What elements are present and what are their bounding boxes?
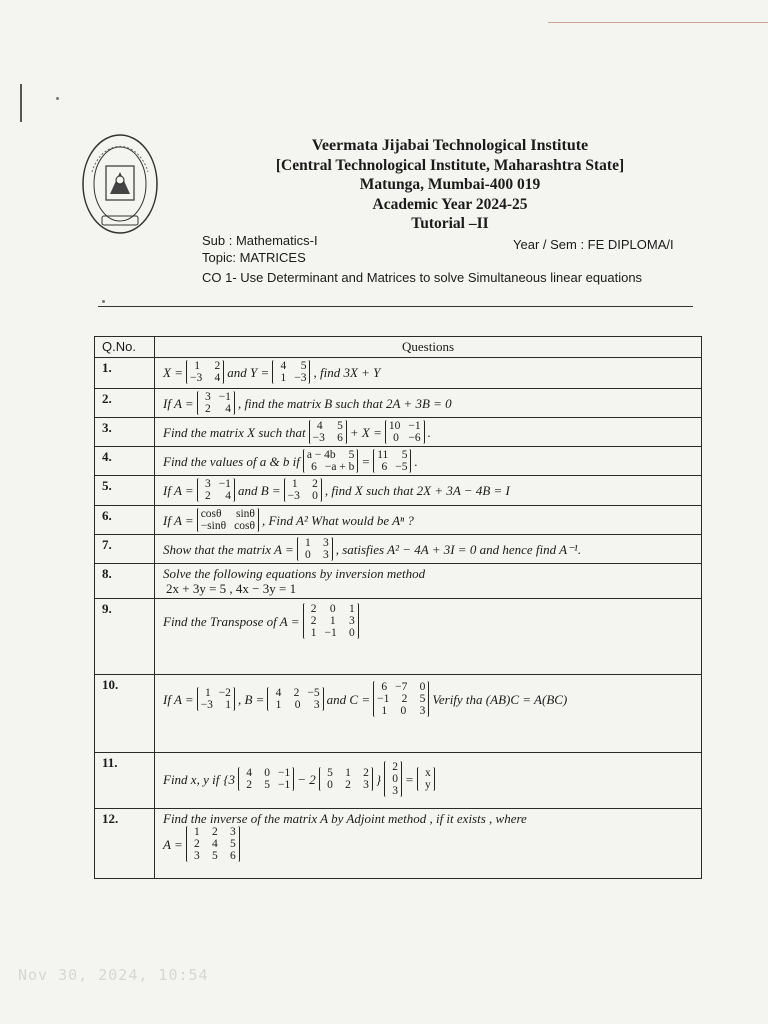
question-number: 8. xyxy=(95,564,155,599)
question-text: } xyxy=(375,771,382,787)
matrix-cell: 1 xyxy=(194,360,200,372)
matrix-right xyxy=(373,449,411,473)
matrix-cell: a − 4b xyxy=(306,449,336,461)
matrix-cell: −1 xyxy=(218,478,231,490)
matrix-cell: −3 xyxy=(189,372,203,384)
matrix-cell: 1 xyxy=(381,705,388,717)
question-text: {3 xyxy=(223,771,236,787)
matrix-row xyxy=(389,420,421,432)
matrix-cell: 6 xyxy=(381,461,388,473)
question-row xyxy=(95,358,702,389)
matrix-cell: 1 xyxy=(291,478,298,490)
questions-table xyxy=(94,336,702,879)
question-text: Find the Transpose of A = xyxy=(163,613,300,629)
matrix-cell: 1 xyxy=(193,826,200,838)
matrix-cell: 2 xyxy=(363,767,369,779)
matrix-cell: 3 xyxy=(204,391,211,403)
matrix-row xyxy=(377,693,425,705)
matrix-row xyxy=(190,838,236,850)
matrix-row xyxy=(323,779,369,791)
matrix-a xyxy=(197,478,235,502)
matrix-cell: 4 xyxy=(246,767,253,779)
matrix-row xyxy=(421,779,431,791)
matrix-cell: −2 xyxy=(218,687,231,699)
matrix-cell: 1 xyxy=(329,615,336,627)
matrix-row xyxy=(271,687,319,699)
matrix-cell: sinθ xyxy=(236,508,255,520)
matrix-cell: 5 xyxy=(229,838,236,850)
matrix-a xyxy=(303,603,359,639)
topic-label: Topic: MATRICES xyxy=(202,250,306,265)
matrix-cell: 4 xyxy=(214,372,221,384)
matrix-x xyxy=(186,360,224,384)
matrix-cell: −3 xyxy=(312,432,325,444)
matrix-cell: −5 xyxy=(395,461,408,473)
matrix-row xyxy=(307,449,355,461)
matrix-row xyxy=(242,779,290,791)
matrix-row xyxy=(313,420,343,432)
question-text: X = xyxy=(163,364,183,380)
matrix-cell: 4 xyxy=(225,403,231,415)
matrix-m2 xyxy=(319,767,373,791)
question-text: , Find A² What would be Aⁿ ? xyxy=(261,512,414,528)
question-text: If A = xyxy=(163,482,194,498)
matrix-row xyxy=(190,372,220,384)
matrix-row xyxy=(242,767,290,779)
col-header-qno: Q.No. xyxy=(95,337,155,358)
question-text: , B = xyxy=(237,691,265,707)
matrix-cell: 2 xyxy=(246,779,253,791)
matrix-cell: 2 xyxy=(211,826,218,838)
matrix-cell: 1 xyxy=(304,537,311,549)
matrix-a xyxy=(197,687,235,711)
question-number: 9. xyxy=(95,599,155,675)
matrix-cell: 0 xyxy=(349,627,355,639)
question-row xyxy=(95,753,702,809)
matrix-row xyxy=(190,850,236,862)
matrix-cell: 0 xyxy=(393,432,399,444)
matrix-cell: 2 xyxy=(345,779,351,791)
document-header xyxy=(230,136,670,234)
matrix-row xyxy=(307,615,355,627)
matrix-row xyxy=(388,761,398,773)
question-number: 6. xyxy=(95,506,155,535)
matrix-a xyxy=(297,537,333,561)
course-outcome: CO 1- Use Determinant and Matrices to solve Simultaneous linear equations xyxy=(202,270,643,285)
matrix-row xyxy=(421,767,431,779)
matrix-cell: −1 xyxy=(377,693,390,705)
matrix-row xyxy=(388,773,398,785)
question-number: 7. xyxy=(95,535,155,564)
matrix-b xyxy=(267,687,323,711)
matrix-left xyxy=(303,449,359,473)
question-text: + X = xyxy=(349,424,382,440)
question-number: 12. xyxy=(95,809,155,879)
matrix-cell: 5 xyxy=(264,779,271,791)
matrix-cell: 2 xyxy=(312,478,318,490)
question-row xyxy=(95,418,702,447)
question-text: A = xyxy=(163,836,183,852)
matrix-cell: −1 xyxy=(324,627,337,639)
question-number: 5. xyxy=(95,476,155,506)
matrix-row xyxy=(307,603,355,615)
matrix-cell: 3 xyxy=(322,537,329,549)
matrix-row xyxy=(201,699,231,711)
subject-label: Sub : Mathematics-I xyxy=(202,233,318,248)
question-row xyxy=(95,599,702,675)
matrix-row xyxy=(276,372,306,384)
question-number: 10. xyxy=(95,675,155,753)
question-text: If A = xyxy=(163,691,194,707)
matrix-a xyxy=(197,391,235,415)
matrix-cell: 0 xyxy=(327,779,333,791)
matrix-c xyxy=(373,681,429,717)
matrix-row xyxy=(301,549,329,561)
matrix-cell: 5 xyxy=(419,693,426,705)
speck xyxy=(102,300,105,303)
matrix-row xyxy=(377,461,407,473)
matrix-cell: 4 xyxy=(316,420,323,432)
matrix-row xyxy=(313,432,343,444)
question-text: = xyxy=(361,453,371,469)
matrix-row xyxy=(307,627,355,639)
question-text: , find X such that 2X + 3A − 4B = I xyxy=(324,482,510,498)
matrix-row xyxy=(201,490,231,502)
matrix-cell: 2 xyxy=(293,687,300,699)
question-row xyxy=(95,809,702,879)
question-text: = xyxy=(405,771,414,787)
question-text: and C = xyxy=(326,691,371,707)
matrix-cell: 2 xyxy=(401,693,408,705)
matrix-cell: 1 xyxy=(310,627,317,639)
matrix-row xyxy=(276,360,306,372)
matrix-cell: 2 xyxy=(214,360,221,372)
matrix-cell: 1 xyxy=(345,767,351,779)
question-text: , find the matrix B such that 2A + 3B = 0 xyxy=(237,395,452,411)
pen-mark xyxy=(20,84,22,122)
matrix-a xyxy=(197,508,259,532)
matrix-row xyxy=(377,705,425,717)
question-number: 4. xyxy=(95,447,155,476)
matrix-cell: −7 xyxy=(395,681,408,693)
question-text: Find x, y if xyxy=(163,771,220,787)
matrix-cell: 5 xyxy=(348,449,355,461)
matrix-row xyxy=(201,391,231,403)
matrix-cell: −1 xyxy=(218,391,231,403)
institute-address: Matunga, Mumbai-400 019 xyxy=(359,176,541,193)
vector-xy xyxy=(417,767,435,791)
matrix-row xyxy=(190,826,236,838)
matrix-row xyxy=(389,432,421,444)
matrix-cell: −6 xyxy=(408,432,421,444)
matrix-row xyxy=(201,508,255,520)
matrix-cell: 1 xyxy=(349,603,355,615)
institute-subtitle: [Central Technological Institute, Maharashtra State] xyxy=(275,156,625,174)
tutorial-title: Tutorial –II xyxy=(411,215,489,232)
question-number: 3. xyxy=(95,418,155,447)
question-text: , satisfies A² − 4A + 3I = 0 and hence find A⁻¹. xyxy=(335,541,582,557)
question-text: − 2 xyxy=(297,771,316,787)
matrix-row xyxy=(201,403,231,415)
matrix-cell: y xyxy=(425,779,431,791)
matrix-cell: 0 xyxy=(304,549,311,561)
year-sem-label: Year / Sem : FE DIPLOMA/I xyxy=(513,237,674,252)
matrix-cell: 5 xyxy=(211,850,218,862)
matrix-cell: 2 xyxy=(193,838,200,850)
matrix-b xyxy=(284,478,322,502)
question-number: 1. xyxy=(95,358,155,389)
matrix-cell: −1 xyxy=(278,779,291,791)
matrix-cell: 1 xyxy=(275,699,282,711)
matrix-left xyxy=(309,420,347,444)
institute-seal-logo xyxy=(80,132,160,242)
vector-v xyxy=(384,761,402,797)
matrix-cell: −3 xyxy=(294,372,307,384)
matrix-cell: 3 xyxy=(229,826,236,838)
question-row xyxy=(95,535,702,564)
question-row xyxy=(95,675,702,753)
matrix-cell: −sinθ xyxy=(200,520,227,532)
matrix-cell: 2 xyxy=(392,761,399,773)
matrix-cell: 3 xyxy=(204,478,211,490)
question-row xyxy=(95,476,702,506)
equations: 2x + 3y = 5 , 4x − 3y = 1 xyxy=(166,581,297,596)
matrix-cell: 3 xyxy=(313,699,320,711)
matrix-cell: 4 xyxy=(280,360,287,372)
matrix-cell: 6 xyxy=(381,681,388,693)
matrix-row xyxy=(377,449,407,461)
matrix-cell: 0 xyxy=(392,773,399,785)
question-row xyxy=(95,564,702,599)
matrix-cell: 5 xyxy=(337,420,343,432)
matrix-row xyxy=(201,520,255,532)
matrix-row xyxy=(301,537,329,549)
question-text: Find the matrix X such that xyxy=(163,424,306,440)
matrix-cell: 0 xyxy=(329,603,336,615)
matrix-cell: 2 xyxy=(204,490,211,502)
question-text: . xyxy=(427,424,431,440)
matrix-a xyxy=(186,826,240,862)
matrix-cell: −3 xyxy=(287,490,300,502)
question-number: 11. xyxy=(95,753,155,809)
matrix-cell: −1 xyxy=(278,767,291,779)
matrix-right xyxy=(385,420,425,444)
matrix-cell: 0 xyxy=(419,681,426,693)
matrix-cell: 2 xyxy=(310,615,317,627)
matrix-row xyxy=(307,461,355,473)
question-text: If A = xyxy=(163,395,194,411)
matrix-cell: 3 xyxy=(419,705,426,717)
matrix-cell: x xyxy=(425,767,431,779)
matrix-cell: 0 xyxy=(264,767,271,779)
matrix-cell: 4 xyxy=(225,490,231,502)
matrix-cell: 3 xyxy=(349,615,355,627)
matrix-cell: −5 xyxy=(307,687,320,699)
question-row xyxy=(95,389,702,418)
matrix-cell: 2 xyxy=(204,403,211,415)
matrix-cell: 1 xyxy=(280,372,287,384)
matrix-cell: 0 xyxy=(400,705,407,717)
speck xyxy=(56,97,59,100)
matrix-cell: cosθ xyxy=(200,508,222,520)
matrix-cell: 1 xyxy=(204,687,211,699)
question-row xyxy=(95,447,702,476)
matrix-cell: 5 xyxy=(327,767,333,779)
matrix-cell: −1 xyxy=(408,420,421,432)
question-number: 2. xyxy=(95,389,155,418)
matrix-row xyxy=(377,681,425,693)
matrix-cell: cosθ xyxy=(234,520,255,532)
question-text: and Y = xyxy=(227,364,270,380)
matrix-row xyxy=(201,478,231,490)
question-text: Find the values of a & b if xyxy=(163,453,300,469)
matrix-cell: −a + b xyxy=(324,461,355,473)
paper-edge-line xyxy=(548,22,768,23)
matrix-row xyxy=(288,490,318,502)
matrix-cell: 3 xyxy=(392,785,399,797)
matrix-cell: 10 xyxy=(388,420,401,432)
question-text: Verify tha (AB)C = A(BC) xyxy=(432,691,568,707)
matrix-cell: 3 xyxy=(193,850,200,862)
matrix-cell: 5 xyxy=(401,449,408,461)
matrix-row xyxy=(288,478,318,490)
camera-timestamp: Nov 30, 2024, 10:54 xyxy=(18,966,209,984)
matrix-cell: 11 xyxy=(377,449,389,461)
matrix-cell: 4 xyxy=(275,687,282,699)
matrix-m1 xyxy=(238,767,294,791)
matrix-cell: 6 xyxy=(311,461,317,473)
divider xyxy=(98,306,693,307)
question-row xyxy=(95,506,702,535)
matrix-cell: 0 xyxy=(312,490,318,502)
matrix-cell: 3 xyxy=(363,779,369,791)
matrix-cell: 6 xyxy=(337,432,343,444)
matrix-cell: 4 xyxy=(211,838,218,850)
matrix-row xyxy=(201,687,231,699)
institute-name: Veermata Jijabai Technological Institute xyxy=(311,137,589,154)
matrix-cell: 5 xyxy=(300,360,307,372)
matrix-row xyxy=(190,360,220,372)
matrix-cell: 6 xyxy=(229,850,236,862)
academic-year: Academic Year 2024-25 xyxy=(372,195,528,213)
question-text: Solve the following equations by inversion method xyxy=(163,566,426,581)
col-header-questions: Questions xyxy=(155,337,702,358)
matrix-cell: 3 xyxy=(322,549,329,561)
matrix-cell: −3 xyxy=(200,699,213,711)
matrix-cell: 2 xyxy=(310,603,317,615)
matrix-row xyxy=(271,699,319,711)
question-text: Show that the matrix A = xyxy=(163,541,294,557)
question-text: Find the inverse of the matrix A by Adjoint method , if it exists , where xyxy=(163,811,527,826)
question-text: If A = xyxy=(163,512,194,528)
matrix-cell: 0 xyxy=(294,699,301,711)
matrix-cell: 1 xyxy=(225,699,231,711)
matrix-row xyxy=(323,767,369,779)
question-text: . xyxy=(414,453,418,469)
question-text: , find 3X + Y xyxy=(313,364,381,380)
matrix-y xyxy=(272,360,310,384)
question-text: and B = xyxy=(237,482,281,498)
matrix-row xyxy=(388,785,398,797)
